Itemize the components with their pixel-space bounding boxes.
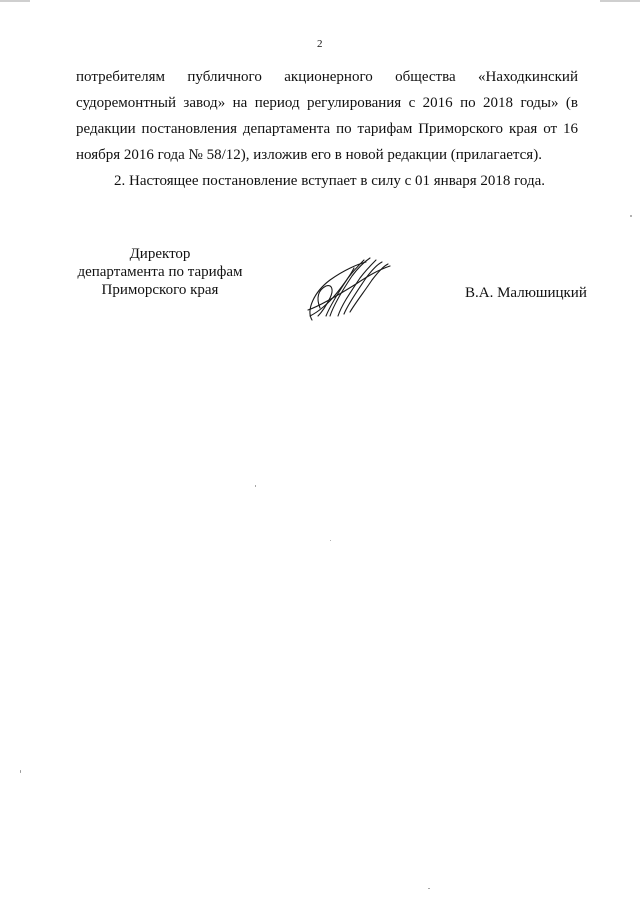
handwritten-signature <box>300 250 400 330</box>
signatory-name: В.А. Малюшицкий <box>465 285 587 301</box>
scan-speck <box>330 540 331 541</box>
scan-speck <box>630 215 632 217</box>
paragraph-2: 2. Настоящее постановление вступает в силу с 01 января 2018 года. <box>114 173 546 189</box>
signatory-title-line-2: департамента по тарифам <box>77 264 243 280</box>
signatory-title-line-3: Приморского края <box>101 282 219 298</box>
paragraph-1-line-2: судоремонтный завод» на период регулирования с 2016 по 2018 годы» (в <box>76 95 578 111</box>
scan-speck <box>428 888 430 889</box>
signatory-title-block <box>70 245 250 299</box>
paragraph-1 <box>76 64 578 168</box>
scan-speck <box>255 485 256 487</box>
paragraph-1-line-1: потребителям публичного акционерного общества «Находкинский <box>76 69 578 85</box>
signatory-title-line-1: Директор <box>129 246 191 262</box>
paragraph-1-line-3: редакции постановления департамента по тарифам Приморского края от 16 <box>76 121 578 137</box>
scan-edge-mark-right <box>600 0 640 2</box>
scan-speck <box>20 770 21 773</box>
paragraph-1-line-4: ноября 2016 года № 58/12), изложив его в новой редакции (прилагается). <box>76 147 542 163</box>
scan-edge-mark-left <box>0 0 30 2</box>
page-number: 2 <box>317 38 323 50</box>
